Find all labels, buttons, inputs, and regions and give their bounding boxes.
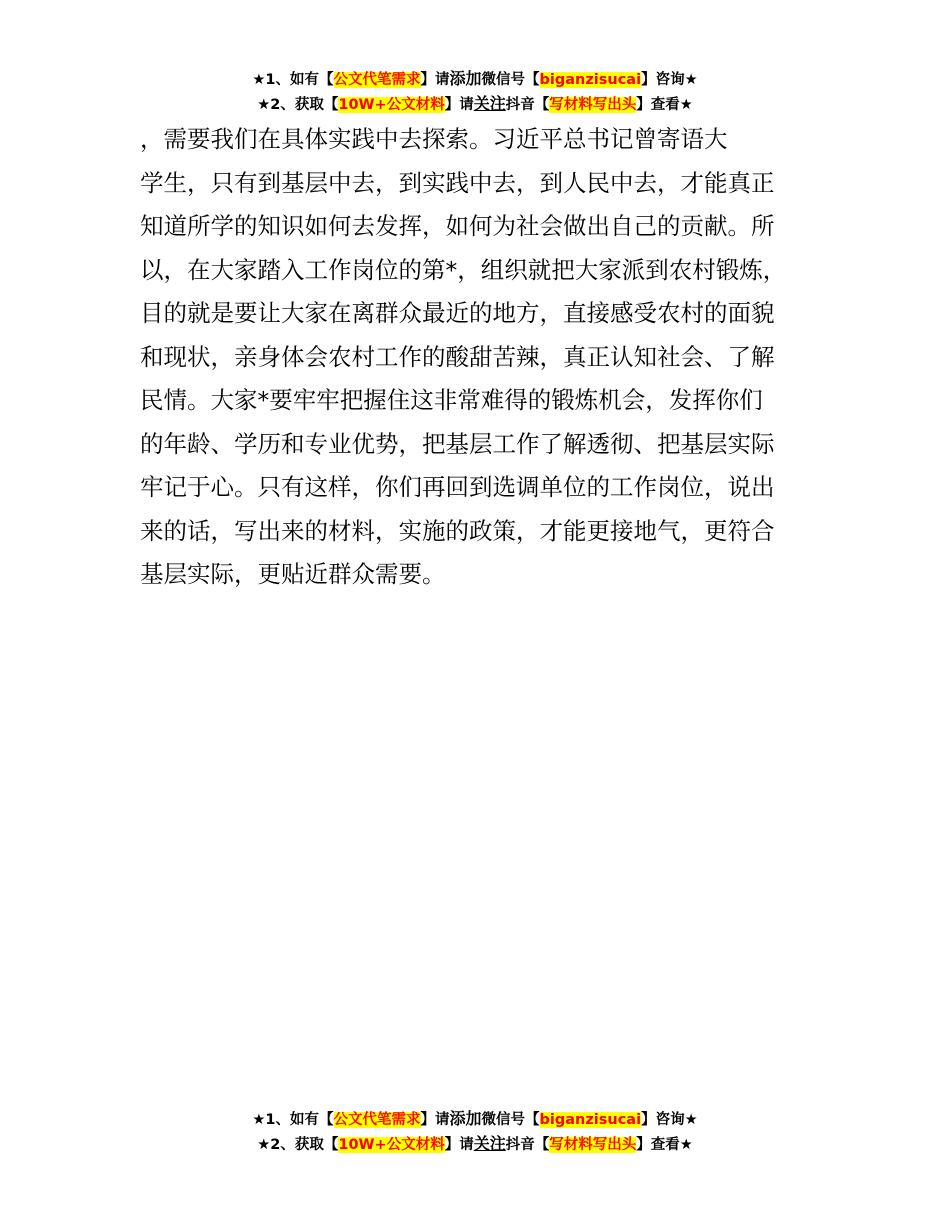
body-line: 的年龄、学历和专业优势，把基层工作了解透彻、把基层实际 <box>140 429 775 458</box>
body-line: 来的话，写出来的材料，实施的政策，才能更接地气，更符合 <box>140 516 775 545</box>
body-line: 学生，只有到基层中去，到实践中去，到人民中去，才能真正 <box>140 168 775 197</box>
banner-line-2: ★2、获取【10W+公文材料】请关注抖音【写材料写出头】查看★ <box>257 1134 693 1153</box>
service-highlight: 公文代笔需求 <box>333 72 421 88</box>
body-line: 知道所学的知识如何去发挥，如何为社会做出自己的贡献。所 <box>140 212 775 240</box>
body-line: 以，在大家踏入工作岗位的第*，组织就把大家派到农村锻炼， <box>140 255 787 284</box>
body-line: 和现状，亲身体会农村工作的酸甜苦辣，真正认知社会、了解 <box>140 342 775 371</box>
footer-banner <box>0 1107 950 1157</box>
account-highlight: 写材料写出头 <box>549 1137 637 1153</box>
banner-line-2: ★2、获取【10W+公文材料】请关注抖音【写材料写出头】查看★ <box>257 94 693 113</box>
star-icon: ★ <box>679 1137 693 1153</box>
material-highlight: 10W+公文材料 <box>338 1137 445 1153</box>
header-banner <box>0 67 950 117</box>
body-line: 牢记于心。只有这样，你们再回到选调单位的工作岗位，说出 <box>140 473 775 501</box>
body-line: 目的就是要让大家在离群众最近的地方，直接感受农村的面貌 <box>140 299 775 327</box>
star-icon: ★ <box>257 1137 271 1153</box>
account-highlight: 写材料写出头 <box>549 97 637 113</box>
star-icon: ★ <box>684 72 698 88</box>
star-icon: ★ <box>257 97 271 113</box>
star-icon: ★ <box>679 97 693 113</box>
body-paragraph <box>140 118 835 597</box>
body-line: 基层实际，更贴近群众需要。 <box>140 560 446 588</box>
star-icon: ★ <box>252 72 266 88</box>
banner-line-1: ★1、如有【公文代笔需求】请添加微信号【biganzisucai】咨询★ <box>252 69 698 88</box>
wechat-id-highlight: biganzisucai <box>539 1112 642 1128</box>
service-highlight: 公文代笔需求 <box>333 1112 421 1128</box>
material-highlight: 10W+公文材料 <box>338 97 445 113</box>
star-icon: ★ <box>252 1112 266 1128</box>
wechat-id-highlight: biganzisucai <box>539 72 642 88</box>
star-icon: ★ <box>684 1112 698 1128</box>
banner-line-1: ★1、如有【公文代笔需求】请添加微信号【biganzisucai】咨询★ <box>252 1109 698 1128</box>
body-line: 民情。大家*要牢牢把握住这非常难得的锻炼机会，发挥你们 <box>140 386 763 414</box>
body-line: ，需要我们在具体实践中去探索。习近平总书记曾寄语大 <box>140 125 728 153</box>
